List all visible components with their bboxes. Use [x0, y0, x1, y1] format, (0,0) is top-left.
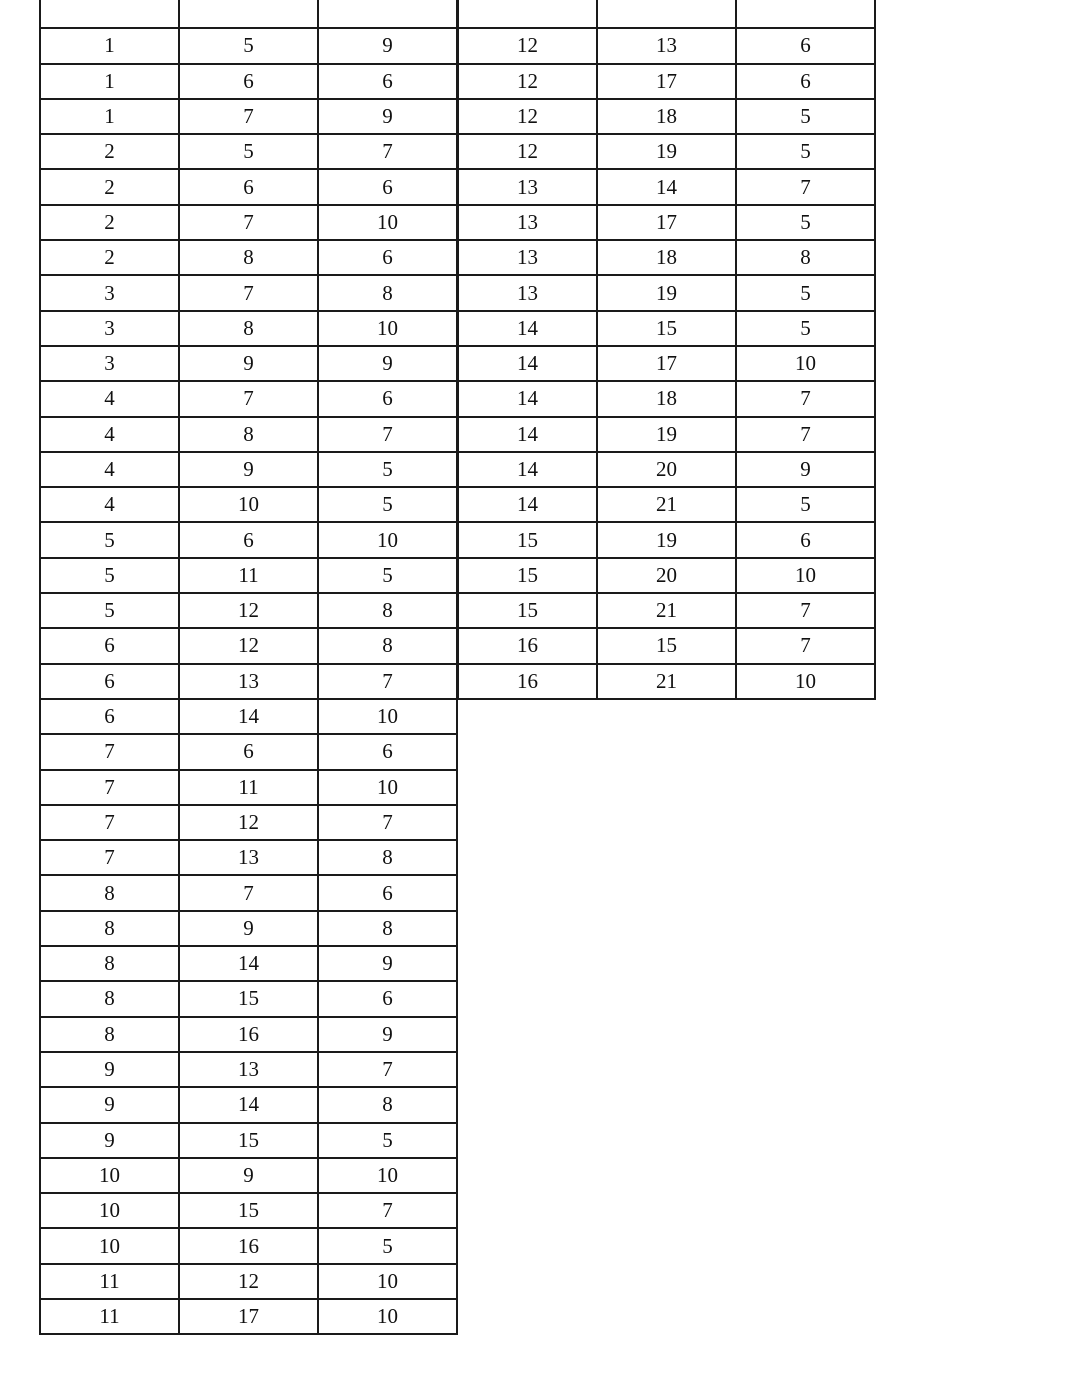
- table-cell: 15: [458, 558, 597, 593]
- table-cell: 8: [179, 417, 318, 452]
- table-cell: 5: [318, 1123, 457, 1158]
- table-cell: [597, 0, 736, 28]
- table-cell: 6: [736, 64, 875, 99]
- table-row: [40, 628, 457, 663]
- table-cell: 3: [40, 311, 179, 346]
- table-row: [458, 593, 875, 628]
- table-cell: 8: [736, 240, 875, 275]
- right-data-table: [457, 0, 876, 700]
- table-cell: 8: [179, 311, 318, 346]
- table-cell: 7: [40, 840, 179, 875]
- table-cell: 12: [179, 628, 318, 663]
- table-cell: 15: [458, 593, 597, 628]
- table-cell: 7: [40, 734, 179, 769]
- table-row: [40, 452, 457, 487]
- table-cell: 5: [736, 134, 875, 169]
- table-cell: 6: [736, 28, 875, 63]
- table-cell: 9: [318, 346, 457, 381]
- table-cell: 15: [179, 1123, 318, 1158]
- table-cell: 11: [179, 558, 318, 593]
- table-cell: 9: [318, 99, 457, 134]
- table-row: [40, 311, 457, 346]
- table-cell: 8: [318, 1087, 457, 1122]
- table-cell: 16: [458, 628, 597, 663]
- table-cell: 12: [179, 1264, 318, 1299]
- table-cell: 8: [318, 840, 457, 875]
- table-row: [458, 134, 875, 169]
- table-cell: 4: [40, 381, 179, 416]
- table-cell: 20: [597, 558, 736, 593]
- table-cell: [179, 0, 318, 28]
- table-cell: 6: [318, 875, 457, 910]
- table-cell: 10: [736, 558, 875, 593]
- table-cell: 13: [458, 169, 597, 204]
- table-cell: 9: [736, 452, 875, 487]
- table-cell: 7: [318, 664, 457, 699]
- table-cell: 6: [318, 981, 457, 1016]
- table-row: [40, 1228, 457, 1263]
- table-row: [40, 134, 457, 169]
- table-cell: 8: [318, 628, 457, 663]
- table-row: [458, 240, 875, 275]
- table-cell: 4: [40, 487, 179, 522]
- table-cell: 12: [179, 593, 318, 628]
- table-row: [458, 28, 875, 63]
- table-cell: 10: [318, 522, 457, 557]
- table-cell: 21: [597, 487, 736, 522]
- table-cell: 17: [597, 346, 736, 381]
- table-cell: 9: [318, 1017, 457, 1052]
- table-cell: [458, 0, 597, 28]
- table-row: [40, 911, 457, 946]
- table-cell: [318, 0, 457, 28]
- table-cell: 9: [318, 28, 457, 63]
- table-row: [40, 1087, 457, 1122]
- table-cell: 9: [179, 346, 318, 381]
- table-row: [40, 664, 457, 699]
- table-row: [40, 593, 457, 628]
- table-cell: 6: [40, 699, 179, 734]
- table-row: [40, 169, 457, 204]
- table-cell: 5: [318, 487, 457, 522]
- table-cell: 6: [179, 64, 318, 99]
- table-cell: 10: [318, 311, 457, 346]
- table-row: [40, 1193, 457, 1228]
- table-cell: 5: [736, 99, 875, 134]
- table-cell: 15: [179, 1193, 318, 1228]
- table-cell: 18: [597, 240, 736, 275]
- table-cell: 10: [318, 699, 457, 734]
- table-cell: 13: [458, 275, 597, 310]
- table-cell: 14: [458, 346, 597, 381]
- table-row: [40, 840, 457, 875]
- table-row: [40, 275, 457, 310]
- table-row: [40, 1158, 457, 1193]
- table-row: [458, 205, 875, 240]
- table-cell: 7: [40, 805, 179, 840]
- table-cell: 14: [458, 311, 597, 346]
- table-cell: 16: [179, 1228, 318, 1263]
- table-cell: 9: [179, 452, 318, 487]
- table-cell: 13: [458, 240, 597, 275]
- table-cell: 13: [179, 1052, 318, 1087]
- table-row: [458, 99, 875, 134]
- table-cell: 2: [40, 205, 179, 240]
- table-cell: 5: [40, 558, 179, 593]
- table-cell: 5: [736, 205, 875, 240]
- table-cell: 19: [597, 275, 736, 310]
- table-row: [40, 946, 457, 981]
- table-row: [40, 240, 457, 275]
- table-row: [40, 734, 457, 769]
- table-cell: 14: [458, 452, 597, 487]
- left-data-table: [39, 0, 458, 1335]
- table-row: [40, 981, 457, 1016]
- table-cell: 5: [318, 1228, 457, 1263]
- table-row: [40, 64, 457, 99]
- table-cell: 17: [179, 1299, 318, 1334]
- table-cell: 1: [40, 99, 179, 134]
- table-row: [40, 1017, 457, 1052]
- table-cell: 5: [736, 487, 875, 522]
- table-cell: 7: [179, 875, 318, 910]
- table-cell: 7: [736, 381, 875, 416]
- table-cell: 10: [40, 1228, 179, 1263]
- table-cell: 14: [458, 381, 597, 416]
- table-cell: 7: [318, 134, 457, 169]
- table-cell: 4: [40, 417, 179, 452]
- table-row: [458, 628, 875, 663]
- table-cell: 7: [40, 770, 179, 805]
- table-cell: 14: [458, 417, 597, 452]
- table-row: [458, 0, 875, 28]
- table-row: [458, 311, 875, 346]
- table-cell: 5: [318, 452, 457, 487]
- table-cell: 9: [179, 911, 318, 946]
- table-row: [40, 875, 457, 910]
- table-row: [40, 558, 457, 593]
- table-cell: 21: [597, 664, 736, 699]
- table-cell: 7: [736, 169, 875, 204]
- table-cell: 6: [179, 169, 318, 204]
- table-cell: 8: [179, 240, 318, 275]
- table-cell: 9: [40, 1087, 179, 1122]
- table-cell: 9: [179, 1158, 318, 1193]
- table-cell: 14: [458, 487, 597, 522]
- table-row: [40, 805, 457, 840]
- table-cell: 6: [318, 169, 457, 204]
- table-cell: 8: [40, 981, 179, 1016]
- table-cell: 10: [179, 487, 318, 522]
- table-row: [40, 205, 457, 240]
- table-cell: 8: [40, 1017, 179, 1052]
- table-cell: 13: [179, 664, 318, 699]
- table-cell: 20: [597, 452, 736, 487]
- table-cell: 16: [458, 664, 597, 699]
- table-cell: 5: [318, 558, 457, 593]
- table-cell: 9: [40, 1123, 179, 1158]
- table-cell: 12: [458, 64, 597, 99]
- table-cell: 7: [736, 417, 875, 452]
- table-cell: 8: [318, 593, 457, 628]
- table-cell: 10: [318, 1264, 457, 1299]
- table-cell: 19: [597, 417, 736, 452]
- table-cell: 7: [318, 1052, 457, 1087]
- table-row: [458, 664, 875, 699]
- table-row: [40, 522, 457, 557]
- table-row: [40, 346, 457, 381]
- table-cell: 13: [597, 28, 736, 63]
- table-cell: 5: [179, 134, 318, 169]
- table-cell: 1: [40, 64, 179, 99]
- table-cell: 8: [40, 911, 179, 946]
- table-row: [458, 381, 875, 416]
- table-cell: 19: [597, 134, 736, 169]
- table-cell: 7: [318, 1193, 457, 1228]
- table-cell: 6: [318, 240, 457, 275]
- table-cell: 7: [736, 593, 875, 628]
- table-cell: 5: [40, 522, 179, 557]
- table-cell: 14: [179, 1087, 318, 1122]
- table-cell: 6: [40, 628, 179, 663]
- table-cell: 11: [40, 1299, 179, 1334]
- table-cell: 4: [40, 452, 179, 487]
- table-cell: 11: [179, 770, 318, 805]
- table-cell: [40, 0, 179, 28]
- table-cell: 17: [597, 64, 736, 99]
- table-row: [40, 1052, 457, 1087]
- table-cell: 8: [318, 275, 457, 310]
- table-cell: 18: [597, 381, 736, 416]
- table-cell: 2: [40, 240, 179, 275]
- table-cell: 14: [179, 946, 318, 981]
- table-row: [458, 64, 875, 99]
- table-row: [40, 28, 457, 63]
- table-row: [40, 487, 457, 522]
- table-row: [40, 699, 457, 734]
- table-cell: 7: [318, 417, 457, 452]
- table-row: [458, 346, 875, 381]
- right-table-body: [458, 0, 875, 699]
- table-cell: 6: [179, 522, 318, 557]
- table-cell: 19: [597, 522, 736, 557]
- table-cell: 5: [736, 275, 875, 310]
- table-row: [458, 558, 875, 593]
- table-cell: 7: [179, 205, 318, 240]
- table-cell: 7: [179, 99, 318, 134]
- table-cell: 7: [179, 275, 318, 310]
- table-row: [458, 275, 875, 310]
- table-cell: 5: [179, 28, 318, 63]
- table-cell: 10: [318, 1299, 457, 1334]
- table-row: [458, 487, 875, 522]
- table-cell: 10: [318, 1158, 457, 1193]
- table-row: [458, 169, 875, 204]
- table-cell: 6: [179, 734, 318, 769]
- table-row: [40, 1299, 457, 1334]
- table-cell: 14: [597, 169, 736, 204]
- table-cell: 6: [318, 64, 457, 99]
- table-cell: 16: [179, 1017, 318, 1052]
- table-cell: 10: [318, 205, 457, 240]
- table-row: [40, 99, 457, 134]
- table-cell: 9: [40, 1052, 179, 1087]
- table-cell: 10: [736, 664, 875, 699]
- table-cell: 7: [179, 381, 318, 416]
- table-cell: 9: [318, 946, 457, 981]
- table-cell: 2: [40, 169, 179, 204]
- table-cell: 15: [597, 311, 736, 346]
- table-cell: 7: [318, 805, 457, 840]
- table-cell: 7: [736, 628, 875, 663]
- table-row: [40, 381, 457, 416]
- table-cell: 21: [597, 593, 736, 628]
- table-row: [40, 1264, 457, 1299]
- table-cell: 3: [40, 346, 179, 381]
- table-row: [40, 1123, 457, 1158]
- table-cell: 15: [179, 981, 318, 1016]
- table-cell: 6: [40, 664, 179, 699]
- table-cell: 10: [40, 1158, 179, 1193]
- table-cell: 3: [40, 275, 179, 310]
- table-cell: 12: [458, 134, 597, 169]
- table-cell: 8: [40, 875, 179, 910]
- table-cell: 6: [736, 522, 875, 557]
- table-row: [40, 770, 457, 805]
- table-cell: 15: [458, 522, 597, 557]
- table-row: [458, 417, 875, 452]
- left-table-body: [40, 0, 457, 1334]
- table-cell: 14: [179, 699, 318, 734]
- table-cell: 2: [40, 134, 179, 169]
- table-row: [40, 417, 457, 452]
- table-cell: 10: [736, 346, 875, 381]
- table-cell: 13: [458, 205, 597, 240]
- table-cell: 6: [318, 381, 457, 416]
- table-cell: 6: [318, 734, 457, 769]
- table-cell: 5: [40, 593, 179, 628]
- table-cell: 12: [458, 99, 597, 134]
- table-row: [458, 522, 875, 557]
- table-cell: 15: [597, 628, 736, 663]
- table-cell: 17: [597, 205, 736, 240]
- table-cell: 11: [40, 1264, 179, 1299]
- table-cell: 10: [318, 770, 457, 805]
- table-cell: 12: [458, 28, 597, 63]
- table-cell: 13: [179, 840, 318, 875]
- table-cell: 18: [597, 99, 736, 134]
- table-cell: 8: [40, 946, 179, 981]
- table-cell: [736, 0, 875, 28]
- table-row: [458, 452, 875, 487]
- table-cell: 8: [318, 911, 457, 946]
- table-cell: 5: [736, 311, 875, 346]
- table-cell: 12: [179, 805, 318, 840]
- table-cell: 1: [40, 28, 179, 63]
- table-cell: 10: [40, 1193, 179, 1228]
- table-row: [40, 0, 457, 28]
